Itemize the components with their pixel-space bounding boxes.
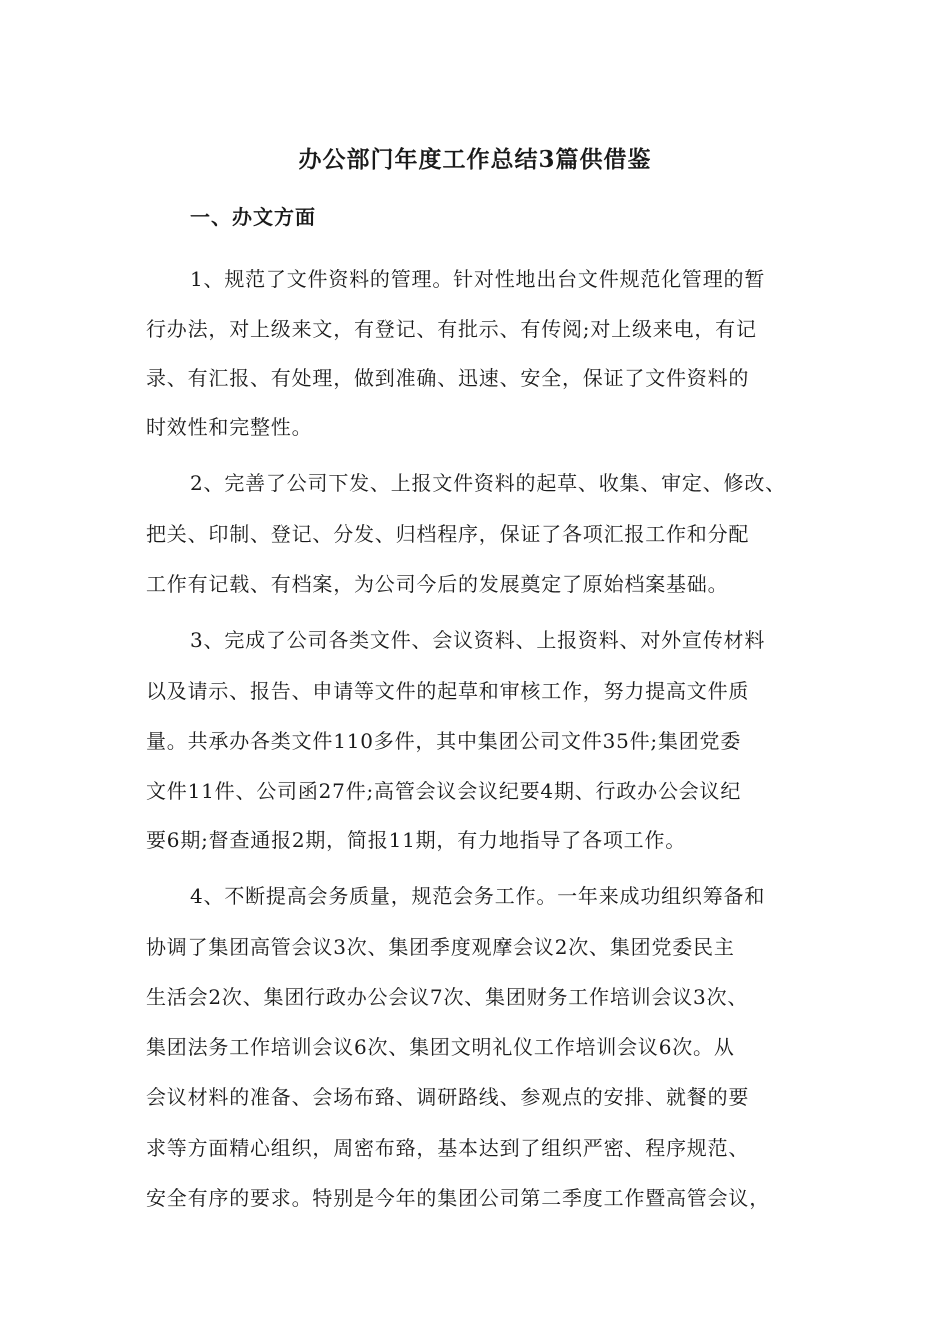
paragraph-3-line-2: 以及请示、报告、申请等文件的起草和审核工作，努力提高文件质 xyxy=(146,679,750,703)
paragraph-1-line-3: 录、有汇报、有处理，做到准确、迅速、安全，保证了文件资料的 xyxy=(146,366,750,390)
paragraph-4-line-7: 安全有序的要求。特别是今年的集团公司第二季度工作暨高管会议， xyxy=(146,1186,770,1210)
paragraph-3-line-5: 要6期;督查通报2期，简报11期，有力地指导了各项工作。 xyxy=(146,828,687,852)
paragraph-3-line-4: 文件11件、公司函27件;高管会议会议纪要4期、行政办公会议纪 xyxy=(146,779,742,803)
paragraph-4-line-1: 4、不断提高会务质量，规范会务工作。一年来成功组织筹备和 xyxy=(190,884,766,908)
section-heading: 一、办文方面 xyxy=(190,205,316,229)
paragraph-4-line-2: 协调了集团高管会议3次、集团季度观摩会议2次、集团党委民主 xyxy=(146,935,735,959)
paragraph-4-line-3: 生活会2次、集团行政办公会议7次、集团财务工作培训会议3次、 xyxy=(146,985,749,1009)
paragraph-3-line-1: 3、完成了公司各类文件、会议资料、上报资料、对外宣传材料 xyxy=(190,628,766,652)
paragraph-4-line-5: 会议材料的准备、会场布臵、调研路线、参观点的安排、就餐的要 xyxy=(146,1085,750,1109)
paragraph-1-line-4: 时效性和完整性。 xyxy=(146,415,313,439)
paragraph-3-line-3: 量。共承办各类文件110多件，其中集团公司文件35件;集团党委 xyxy=(146,729,742,753)
paragraph-4-line-4: 集团法务工作培训会议6次、集团文明礼仪工作培训会议6次。从 xyxy=(146,1035,735,1059)
paragraph-4-line-6: 求等方面精心组织，周密布臵，基本达到了组织严密、程序规范、 xyxy=(146,1136,750,1160)
document-title: 办公部门年度工作总结3篇供借鉴 xyxy=(298,146,652,173)
paragraph-2-line-1: 2、完善了公司下发、上报文件资料的起草、收集、审定、修改、 xyxy=(190,471,786,495)
paragraph-2-line-3: 工作有记载、有档案，为公司今后的发展奠定了原始档案基础。 xyxy=(146,572,729,596)
paragraph-1-line-2: 行办法，对上级来文，有登记、有批示、有传阅;对上级来电，有记 xyxy=(146,317,757,341)
paragraph-1-line-1: 1、规范了文件资料的管理。针对性地出台文件规范化管理的暂 xyxy=(190,267,766,291)
paragraph-2-line-2: 把关、印制、登记、分发、归档程序，保证了各项汇报工作和分配 xyxy=(146,522,750,546)
